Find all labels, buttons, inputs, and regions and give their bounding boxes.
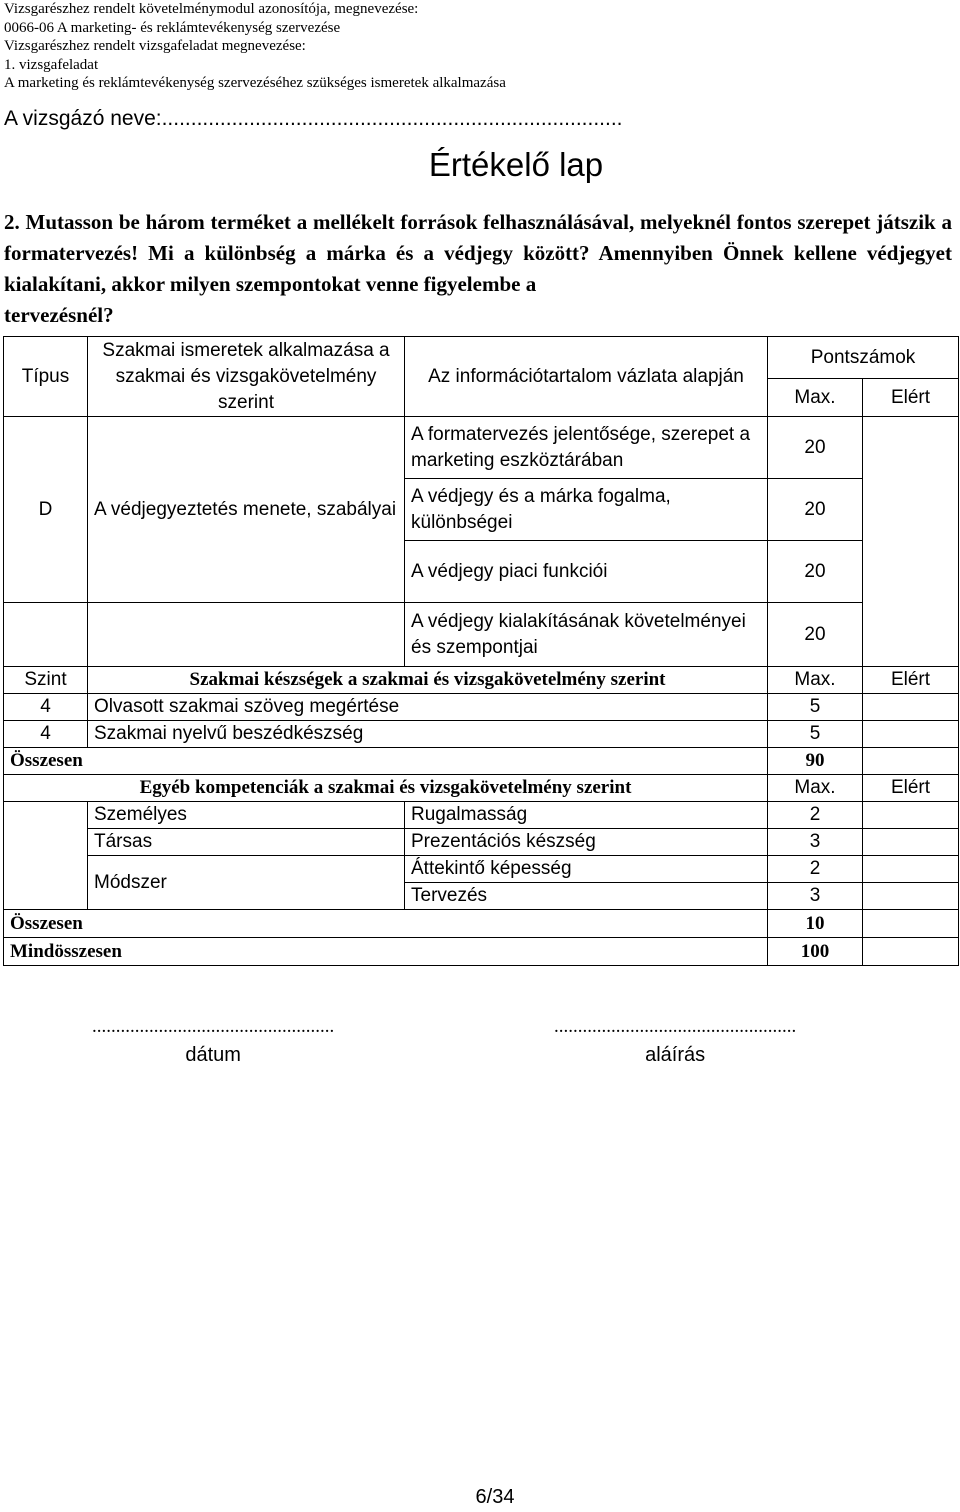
subtotal-label: Összesen [4,748,768,775]
competency-max: 2 [768,802,863,829]
candidate-name-line: A vizsgázó neve:............................................................................... [4,107,623,130]
task-text-last: tervezésnél? [4,303,114,327]
skills-header: Szakmai készségek a szakmai és vizsgakövetelmény szerint [88,667,768,694]
col-header-professional: Szakmai ismeretek alkalmazása a szakmai és vizsgakövetelmény szerint [88,337,405,417]
info-row-max: 20 [768,479,863,541]
skill-cell: A védjegyeztetés menete, szabályai [88,417,405,603]
info-row-text: A védjegy piaci funkciói [405,541,768,603]
header-line: Vizsgarészhez rendelt vizsgafeladat megnevezése: [4,38,306,54]
task-text: 2. Mutasson be három terméket a mellékelt források felhasználásával, melyeknél fontos szerepet játszik a formatervezés! Mi a különbség a márka és a védjegy között? Amennyiben Önnek kellene védjegyet kialakítani, akkor milyen szempontokat venne figyelembe a [4,210,952,296]
grand-total-achieved[interactable] [863,938,959,966]
info-row-max: 20 [768,603,863,667]
level-cell: 4 [4,721,88,748]
info-row-text: A védjegy kialakításának követelményei és szempontjai [405,603,768,667]
type-cell-empty [4,603,88,667]
competency-achieved[interactable] [863,829,959,856]
type-cell: D [4,417,88,603]
page-title: Értékelő lap [428,146,604,183]
competency-max: 3 [768,883,863,910]
skill-cell-empty [88,603,405,667]
skill-max: 5 [768,694,863,721]
header-line: A marketing és reklámtevékenység szervezéséhez szükséges ismeretek alkalmazása [4,75,506,91]
signature-dots: ................................................... [554,1016,797,1037]
competency-name: Rugalmasság [405,802,768,829]
page-number: 6/34 [475,1486,515,1508]
competency-name: Tervezés [405,883,768,910]
skill-achieved[interactable] [863,694,959,721]
header-line: Vizsgarészhez rendelt követelménymodul azonosítója, megnevezése: [4,1,419,17]
skills-achieved-header: Elért [863,667,959,694]
col-header-info: Az információtartalom vázlata alapján [405,337,768,417]
competency-max: 3 [768,829,863,856]
competency-category: Módszer [88,856,405,910]
col-header-type: Típus [4,337,88,417]
competency-category: Személyes [88,802,405,829]
subtotal-achieved[interactable] [863,910,959,938]
col-header-max: Max. [768,379,863,417]
competency-name: Prezentációs készség [405,829,768,856]
competency-achieved[interactable] [863,802,959,829]
skill-text: Szakmai nyelvű beszédkészség [88,721,768,748]
task-description [4,207,952,331]
signature-label: aláírás [645,1044,706,1066]
signature-block [554,1014,796,1068]
skill-achieved[interactable] [863,721,959,748]
competency-achieved[interactable] [863,856,959,883]
col-header-achieved: Elért [863,379,959,417]
subtotal-value: 90 [768,748,863,775]
document-header [4,0,506,93]
info-row-text: A védjegy és a márka fogalma, különbségei [405,479,768,541]
date-label: dátum [185,1044,241,1066]
date-dots: ................................................... [92,1016,335,1037]
date-signature-block [92,1014,334,1068]
achieved-cell[interactable] [863,417,959,667]
competency-name: Áttekintő képesség [405,856,768,883]
col-header-points: Pontszámok [768,337,959,379]
other-competencies-header: Egyéb kompetenciák a szakmai és vizsgakövetelmény szerint [4,775,768,802]
evaluation-table [3,336,959,966]
competency-achieved[interactable] [863,883,959,910]
skills-max-header: Max. [768,667,863,694]
grand-total-label: Mindösszesen [4,938,768,966]
info-row-max: 20 [768,417,863,479]
subtotal-achieved[interactable] [863,748,959,775]
subtotal-value: 10 [768,910,863,938]
info-row-max: 20 [768,541,863,603]
skill-text: Olvasott szakmai szöveg megértése [88,694,768,721]
grand-total-value: 100 [768,938,863,966]
level-header: Szint [4,667,88,694]
header-line: 0066-06 A marketing- és reklámtevékenység szervezése [4,19,341,36]
info-row-text: A formatervezés jelentősége, szerepet a marketing eszköztárában [405,417,768,479]
other-achieved-header: Elért [863,775,959,802]
level-cell: 4 [4,694,88,721]
other-max-header: Max. [768,775,863,802]
competency-max: 2 [768,856,863,883]
skill-max: 5 [768,721,863,748]
subtotal-label: Összesen [4,910,768,938]
other-blank-cell [4,802,88,910]
competency-category: Társas [88,829,405,856]
header-line: 1. vizsgafeladat [4,56,99,73]
